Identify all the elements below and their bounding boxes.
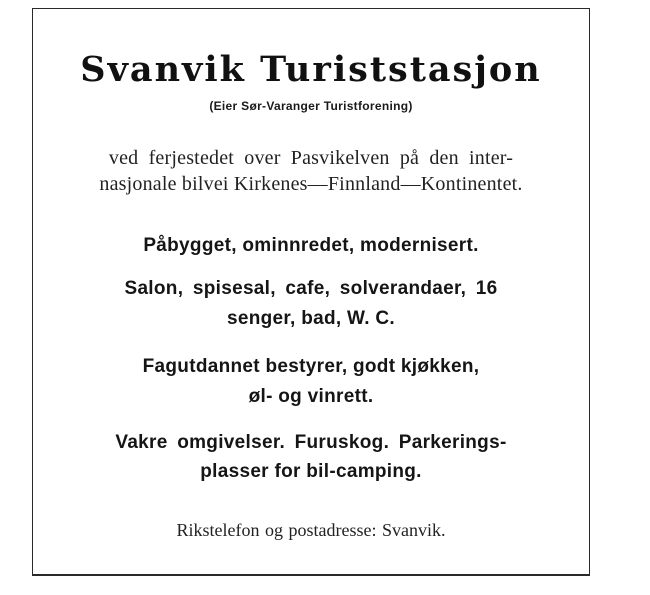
surroundings-line-2: plasser for bil-camping. (200, 461, 422, 482)
ad-owner: (Eier Sør-Varanger Turistforening) (209, 99, 413, 113)
staff-line-2: øl- og vinrett. (248, 386, 374, 407)
surroundings-line-1: Vakre omgivelser. Furuskog. Parkerings- (115, 432, 507, 453)
intro-line-1: ved ferjestedet over Pasvikelven på den inter- (108, 147, 514, 169)
intro-line-2: nasjonale bilvei Kirkenes—Finnland—Kontinentet. (99, 173, 523, 195)
advertisement-frame (32, 8, 590, 576)
facilities-line-1: Salon, spisesal, cafe, solverandaer, 16 (124, 278, 498, 299)
staff-line-1: Fagutdannet bestyrer, godt kjøkken, (142, 356, 480, 377)
renovation-line: Påbygget, ominnredet, modernisert. (143, 235, 479, 256)
contact-line: Rikstelefon og postadresse: Svanvik. (176, 520, 446, 540)
facilities-line-2: senger, bad, W. C. (227, 308, 395, 329)
ad-title: Svanvik Turiststasjon (80, 49, 542, 90)
